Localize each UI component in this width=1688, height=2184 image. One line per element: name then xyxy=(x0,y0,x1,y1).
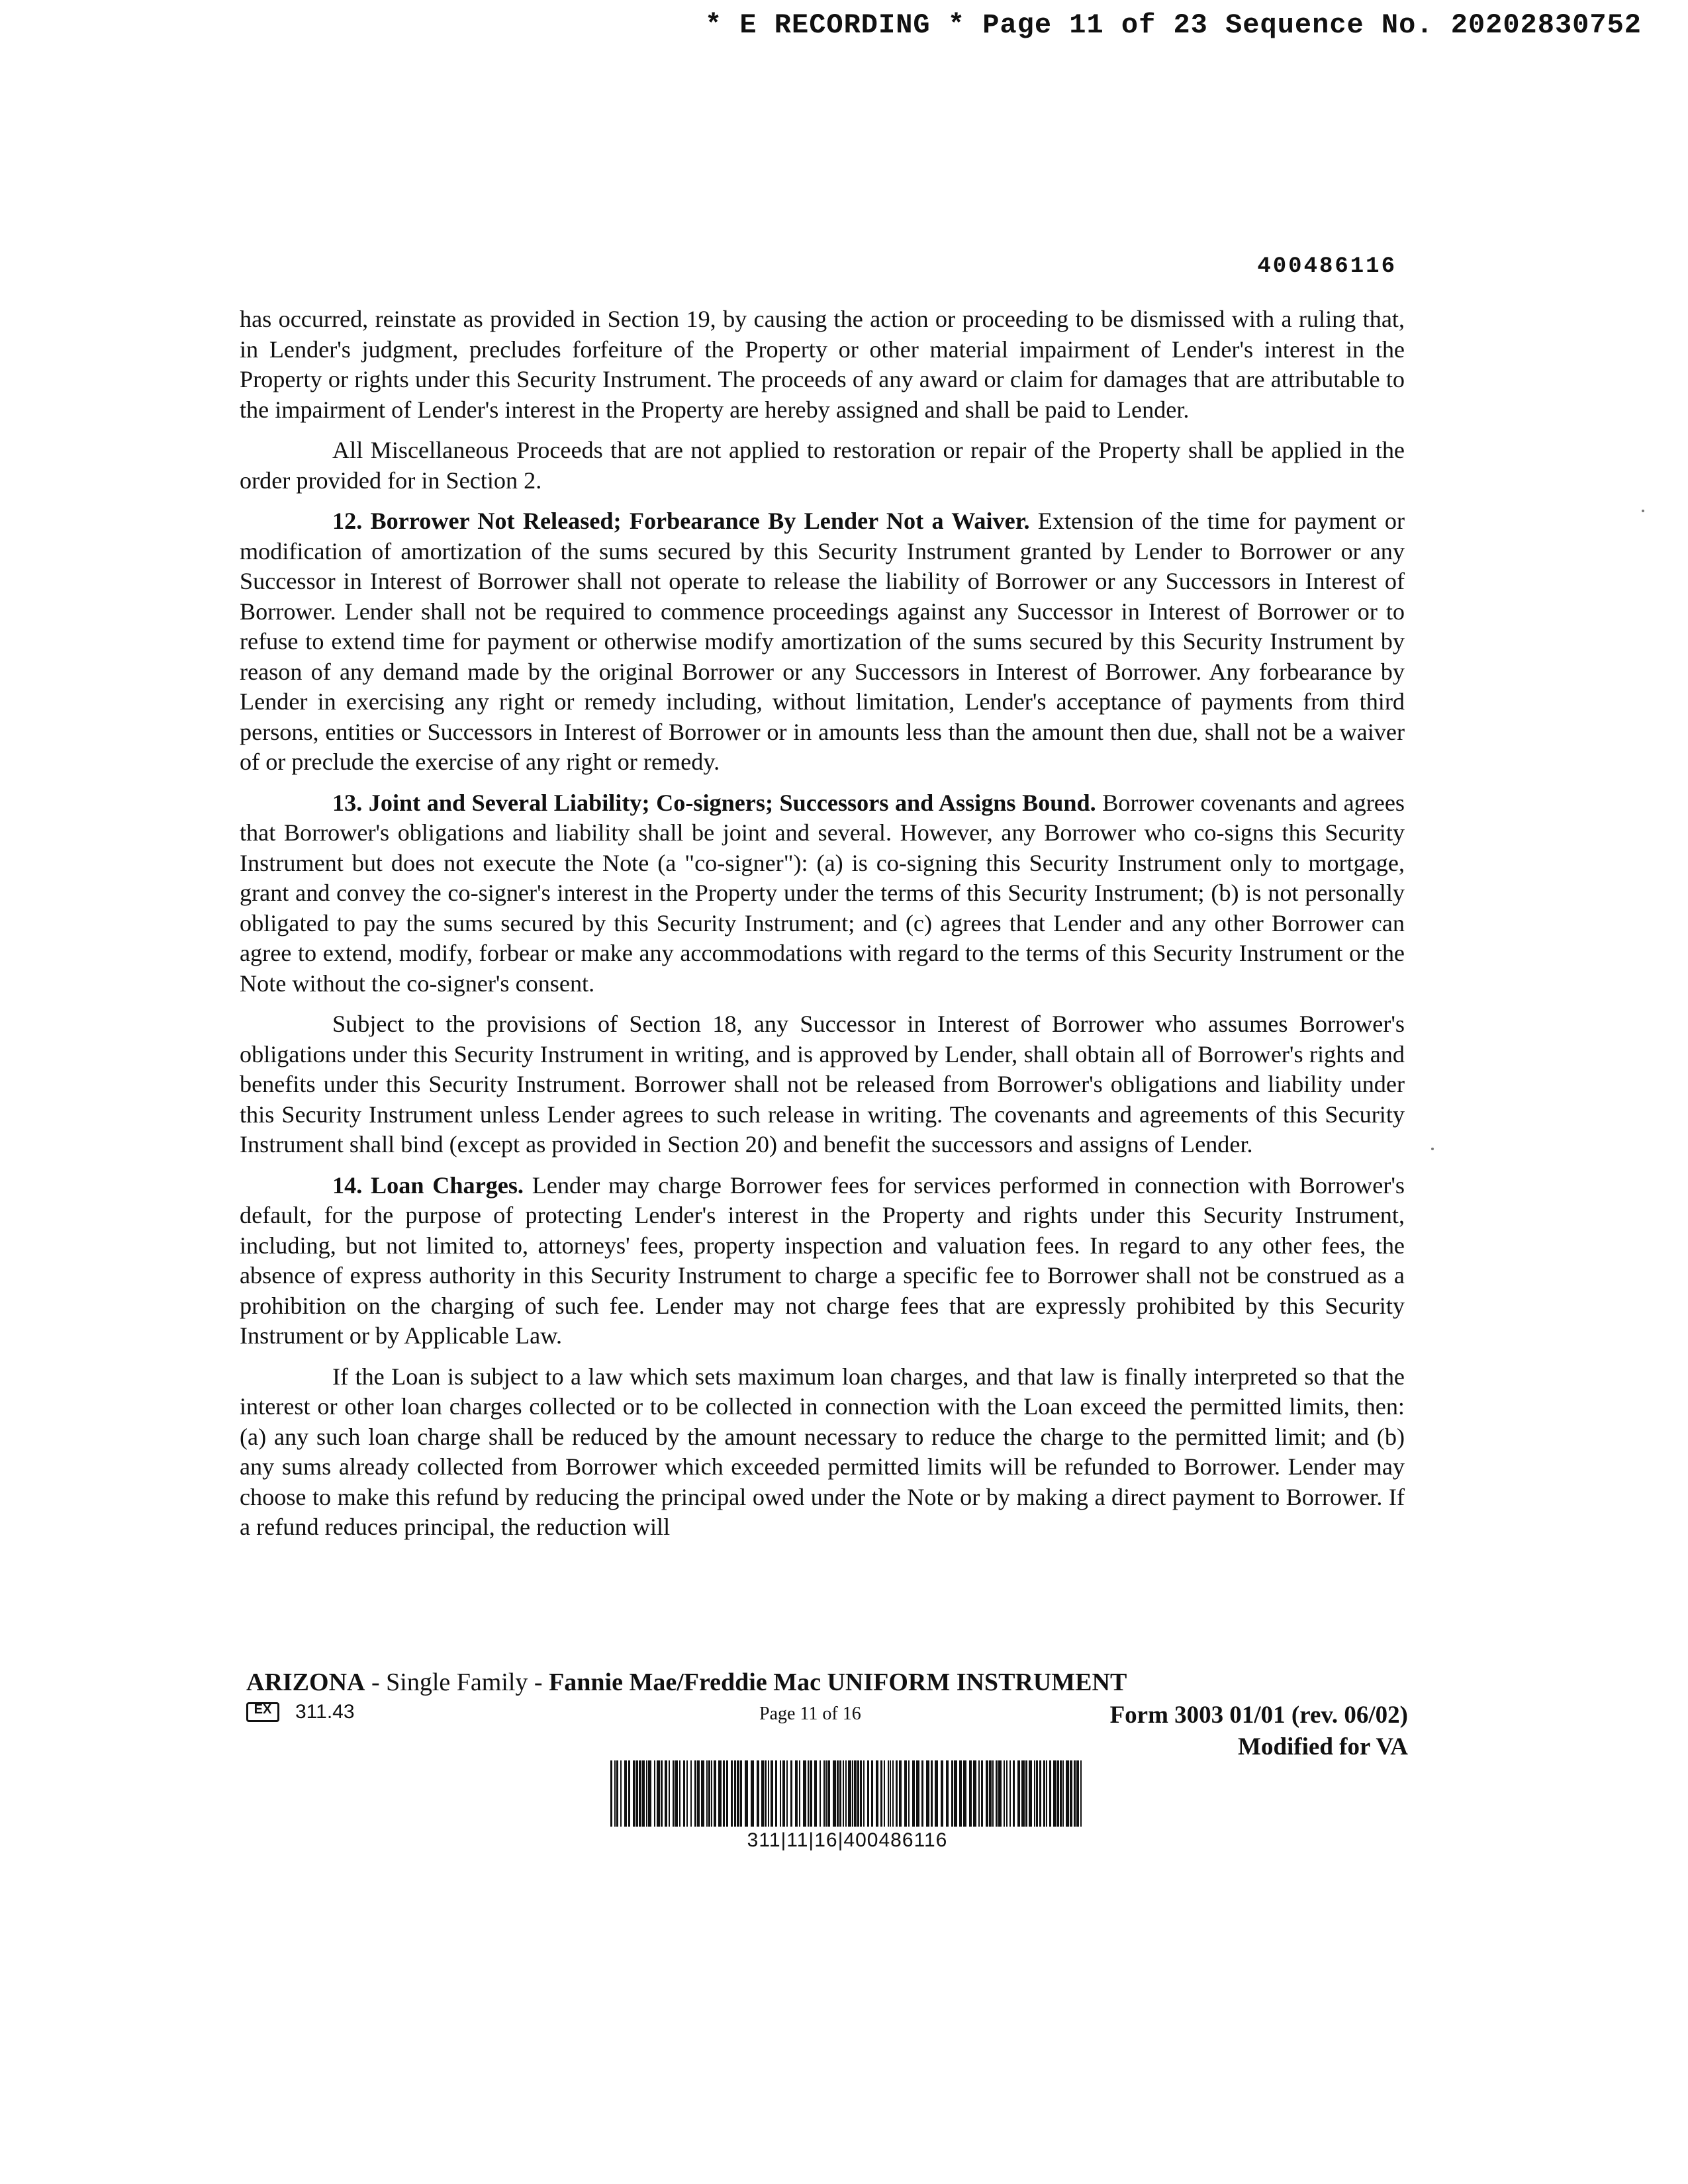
barcode-bar xyxy=(673,1760,675,1827)
barcode-bar xyxy=(978,1760,980,1827)
barcode-bar xyxy=(986,1760,988,1827)
paragraph-continuation: has occurred, reinstate as provided in Section 19, by causing the action or proceeding to be dismissed with a ruling that, in Lender's judgment, precludes forfeiture of the Property or other material impairment of Lender's interest in the Property or rights under this Security Instrument. The proceeds of any award or claim for damages that are attributable to the impairment of Lender's interest in the Property are hereby assigned and shall be paid to Lender. xyxy=(240,306,1405,423)
barcode-bar xyxy=(1017,1760,1020,1827)
barcode-bar xyxy=(998,1760,1002,1827)
barcode-bar xyxy=(761,1760,764,1827)
barcode-bar xyxy=(1025,1760,1027,1827)
barcode-bar xyxy=(683,1760,685,1827)
barcode-bar xyxy=(820,1760,821,1827)
barcode-bar xyxy=(636,1760,638,1827)
barcode-bar xyxy=(814,1760,817,1827)
barcode-bar xyxy=(1029,1760,1032,1827)
barcode-bar xyxy=(926,1760,929,1827)
barcode-bar xyxy=(973,1760,976,1827)
barcode-block xyxy=(609,1760,1086,1852)
barcode-bar xyxy=(992,1760,994,1827)
barcode-bar xyxy=(620,1760,622,1827)
barcode-bar xyxy=(908,1760,910,1827)
barcode-bar xyxy=(935,1760,938,1827)
barcode-bar xyxy=(848,1760,851,1827)
barcode-bar xyxy=(896,1760,898,1827)
footer-form-code xyxy=(246,1701,355,1723)
barcode-bar xyxy=(890,1760,891,1827)
barcode-bar xyxy=(639,1760,641,1827)
section-13-text: Borrower covenants and agrees that Borrower's obligations and liability shall be joint and several. However, any Borrower who co-signs this Security Instrument but does not execute the Note (a "co-signer"): (a) is co-signing this Security Instrument only to mortgage, grant and convey the co-signer's interest in the Property under the terms of this Security Instrument; (b) is not personally obligated to pay the sums secured by this Security Instrument; and (c) agrees that Lender and any other Borrower can agree to extend, modify, forbear or make any accommodations with regard to the terms of this Security Instrument or the Note without the co-signer's consent. xyxy=(240,789,1405,997)
footer-form-id xyxy=(1110,1700,1408,1763)
barcode-bar xyxy=(737,1760,739,1827)
section-12-text: Extension of the time for payment or modification of amortization of the sums secured by this Security Instrument granted by Lender to Borrower or any Successor in Interest of Borrower shall not operate to release the liability of Borrower or any Successors in Interest of Borrower. Lender shall not be required to commence proceedings against any Successor in Interest of Borrower or to refuse to extend time for payment or otherwise modify amortization of the sums secured by this Security Instrument by reason of any demand made by the original Borrower or any Successors in Interest of Borrower. Any forbearance by Lender in exercising any right or remedy including, without limitation, Lender's acceptance of payments from third persons, entities or Successors in Interest of Borrower or in amounts less than the amount then due, shall not be a waiver of or preclude the exercise of any right or remedy. xyxy=(240,508,1405,775)
barcode-bar xyxy=(1060,1760,1062,1827)
barcode-bar xyxy=(665,1760,667,1827)
barcode-bar xyxy=(740,1760,742,1827)
barcode-bar xyxy=(860,1760,862,1827)
barcode-bar xyxy=(657,1760,660,1827)
footer-separator: - Single Family - xyxy=(365,1668,549,1696)
barcode-icon xyxy=(609,1760,1086,1827)
barcode-bar xyxy=(857,1760,859,1827)
barcode-bar xyxy=(803,1760,806,1827)
barcode-bar xyxy=(1053,1760,1056,1827)
section-14-text: Lender may charge Borrower fees for services performed in connection with Borrower's default, for the purpose of protecting Lender's interest in the Property and rights under this Security Instrument, including, but not limited to, attorneys' fees, property inspection and valuation fees. In regard to any other fees, the absence of express authority in this Security Instrument to charge a specific fee to Borrower shall not be construed as a prohibition on the charging of such fee. Lender may not charge fees that are expressly prohibited by this Security Instrument or by Applicable Law. xyxy=(240,1171,1405,1349)
barcode-bar xyxy=(892,1760,894,1827)
barcode-bar xyxy=(757,1760,759,1827)
barcode-bar xyxy=(1021,1760,1025,1827)
barcode-bar xyxy=(1057,1760,1059,1827)
barcode-bar xyxy=(782,1760,785,1827)
barcode-bar xyxy=(648,1760,651,1827)
barcode-bar xyxy=(863,1760,865,1827)
barcode-bar xyxy=(946,1760,949,1827)
barcode-bar xyxy=(1049,1760,1051,1827)
barcode-bar xyxy=(1080,1760,1082,1827)
barcode-bar xyxy=(1062,1760,1064,1827)
barcode-bar xyxy=(989,1760,992,1827)
barcode-bar xyxy=(771,1760,773,1827)
barcode-bar xyxy=(969,1760,972,1827)
ellie-mae-logo-icon: EX xyxy=(246,1702,279,1722)
barcode-bar xyxy=(931,1760,933,1827)
barcode-bar xyxy=(1036,1760,1038,1827)
barcode-bar xyxy=(827,1760,830,1827)
barcode-bar xyxy=(916,1760,919,1827)
loan-number: 400486116 xyxy=(1257,254,1397,279)
barcode-bar xyxy=(954,1760,957,1827)
barcode-bar xyxy=(1076,1760,1079,1827)
barcode-bar xyxy=(1006,1760,1008,1827)
barcode-bar xyxy=(884,1760,885,1827)
barcode-bar xyxy=(888,1760,889,1827)
barcode-bar xyxy=(624,1760,627,1827)
document-footer xyxy=(246,1668,1408,1770)
barcode-bar xyxy=(780,1760,781,1827)
scan-speck xyxy=(1431,1148,1434,1150)
section-14 xyxy=(240,1171,1405,1351)
barcode-bar xyxy=(726,1760,728,1827)
barcode-bar xyxy=(694,1760,696,1827)
section-12 xyxy=(240,506,1405,778)
footer-page-number: Page 11 of 16 xyxy=(759,1704,861,1724)
barcode-bar xyxy=(951,1760,953,1827)
footer-instrument: Fannie Mae/Freddie Mac UNIFORM INSTRUMENT xyxy=(549,1668,1127,1696)
barcode-bar xyxy=(1013,1760,1015,1827)
barcode-bar xyxy=(876,1760,878,1827)
barcode-bar xyxy=(959,1760,962,1827)
barcode-bar xyxy=(833,1760,836,1827)
barcode-bar xyxy=(1034,1760,1035,1827)
barcode-bar xyxy=(1046,1760,1047,1827)
barcode-bar xyxy=(843,1760,844,1827)
barcode-bar xyxy=(867,1760,869,1827)
barcode-bar xyxy=(628,1760,630,1827)
barcode-bar xyxy=(941,1760,943,1827)
barcode-bar xyxy=(1039,1760,1041,1827)
barcode-bar xyxy=(679,1760,680,1827)
footer-instrument-line xyxy=(246,1668,1408,1697)
barcode-bar xyxy=(904,1760,907,1827)
barcode-bar xyxy=(633,1760,635,1827)
section-13-heading: 13. Joint and Several Liability; Co-signers; Successors and Assigns Bound. xyxy=(332,789,1096,816)
barcode-bar xyxy=(912,1760,915,1827)
barcode-bar xyxy=(642,1760,645,1827)
barcode-bar xyxy=(825,1760,827,1827)
barcode-bar xyxy=(1066,1760,1069,1827)
barcode-bar xyxy=(845,1760,847,1827)
barcode-bar xyxy=(708,1760,710,1827)
paragraph-miscellaneous-proceeds: All Miscellaneous Proceeds that are not applied to restoration or repair of the Property shall be applied in the order provided for in Section 2. xyxy=(240,437,1405,494)
barcode-bar xyxy=(790,1760,792,1827)
barcode-bar xyxy=(1009,1760,1011,1827)
footer-row xyxy=(246,1697,1408,1770)
section-13 xyxy=(240,788,1405,999)
barcode-bar xyxy=(871,1760,873,1827)
barcode-bar xyxy=(675,1760,678,1827)
barcode-bar xyxy=(823,1760,825,1827)
modified-note: Modified for VA xyxy=(1238,1733,1408,1760)
barcode-bar xyxy=(854,1760,857,1827)
barcode-bar xyxy=(610,1760,612,1827)
barcode-bar xyxy=(661,1760,663,1827)
barcode-bar xyxy=(852,1760,853,1827)
barcode-bar xyxy=(616,1760,618,1827)
barcode-bar xyxy=(768,1760,769,1827)
barcode-bar xyxy=(775,1760,777,1827)
barcode-bar xyxy=(646,1760,647,1827)
barcode-bar xyxy=(799,1760,800,1827)
barcode-bar xyxy=(745,1760,748,1827)
barcode-bar xyxy=(701,1760,704,1827)
document-body xyxy=(240,304,1405,1553)
barcode-bar xyxy=(808,1760,809,1827)
barcode-bar xyxy=(711,1760,712,1827)
barcode-bar xyxy=(614,1760,616,1827)
barcode-bar xyxy=(1043,1760,1045,1827)
barcode-bar xyxy=(1074,1760,1076,1827)
footer-state: ARIZONA xyxy=(246,1668,365,1696)
barcode-bar xyxy=(714,1760,716,1827)
form-code-number: 311.43 xyxy=(295,1701,355,1723)
barcode-bar xyxy=(723,1760,725,1827)
barcode-bar xyxy=(1070,1760,1072,1827)
scan-speck xyxy=(1642,510,1644,512)
barcode-bar xyxy=(921,1760,923,1827)
barcode-bar xyxy=(697,1760,700,1827)
barcode-bar xyxy=(718,1760,722,1827)
barcode-bar xyxy=(795,1760,798,1827)
barcode-bar xyxy=(996,1760,998,1827)
barcode-bar xyxy=(1004,1760,1005,1827)
paragraph-successor-in-interest: Subject to the provisions of Section 18, any Successor in Interest of Borrower who assumes Borrower's obligations under this Security Instrument in writing, and is approved by Lender, shall obtain all of Borrower's rights and benefits under this Security Instrument. Borrower shall not be released from Borrower's obligations and liability under this Security Instrument unless Lender agrees to such release in writing. The covenants and agreements of this Security Instrument shall bind (except as provided in Section 20) and benefit the successors and assigns of Lender. xyxy=(240,1011,1405,1158)
barcode-bar xyxy=(669,1760,670,1827)
barcode-bar xyxy=(880,1760,882,1827)
barcode-bar xyxy=(899,1760,902,1827)
barcode-bar xyxy=(981,1760,983,1827)
section-12-heading: 12. Borrower Not Released; Forbearance By Lender Not a Waiver. xyxy=(332,508,1030,534)
barcode-bar xyxy=(686,1760,688,1827)
form-number: Form 3003 01/01 (rev. 06/02) xyxy=(1109,1702,1408,1729)
barcode-bar xyxy=(765,1760,767,1827)
barcode-bar xyxy=(839,1760,841,1827)
barcode-bar xyxy=(786,1760,788,1827)
section-14-heading: 14. Loan Charges. xyxy=(332,1171,524,1199)
barcode-bar xyxy=(963,1760,966,1827)
barcode-bar xyxy=(734,1760,736,1827)
barcode-bar xyxy=(706,1760,708,1827)
barcode-bar xyxy=(837,1760,839,1827)
barcode-bar xyxy=(751,1760,754,1827)
recording-header: * E RECORDING * Page 11 of 23 Sequence No. 20202830752 xyxy=(704,9,1642,41)
barcode-bar xyxy=(654,1760,655,1827)
barcode-bar xyxy=(731,1760,733,1827)
barcode-bar xyxy=(690,1760,692,1827)
paragraph-maximum-loan-charges: If the Loan is subject to a law which sets maximum loan charges, and that law is finally interpreted so that the interest or other loan charges collected or to be collected in connection with the Loan exceed the permitted limits, then: (a) any such loan charge shall be reduced by the amount necessary to reduce the charge to the permitted limit; and (b) any sums already collected from Borrower which exceeded permitted limits will be refunded to Borrower. Lender may choose to make this refund by reducing the principal owed under the Note or by making a direct payment to Borrower. If a refund reduces principal, the reduction will xyxy=(240,1363,1405,1540)
barcode-bar xyxy=(810,1760,812,1827)
barcode-text: 311|11|16|400486116 xyxy=(747,1829,948,1851)
